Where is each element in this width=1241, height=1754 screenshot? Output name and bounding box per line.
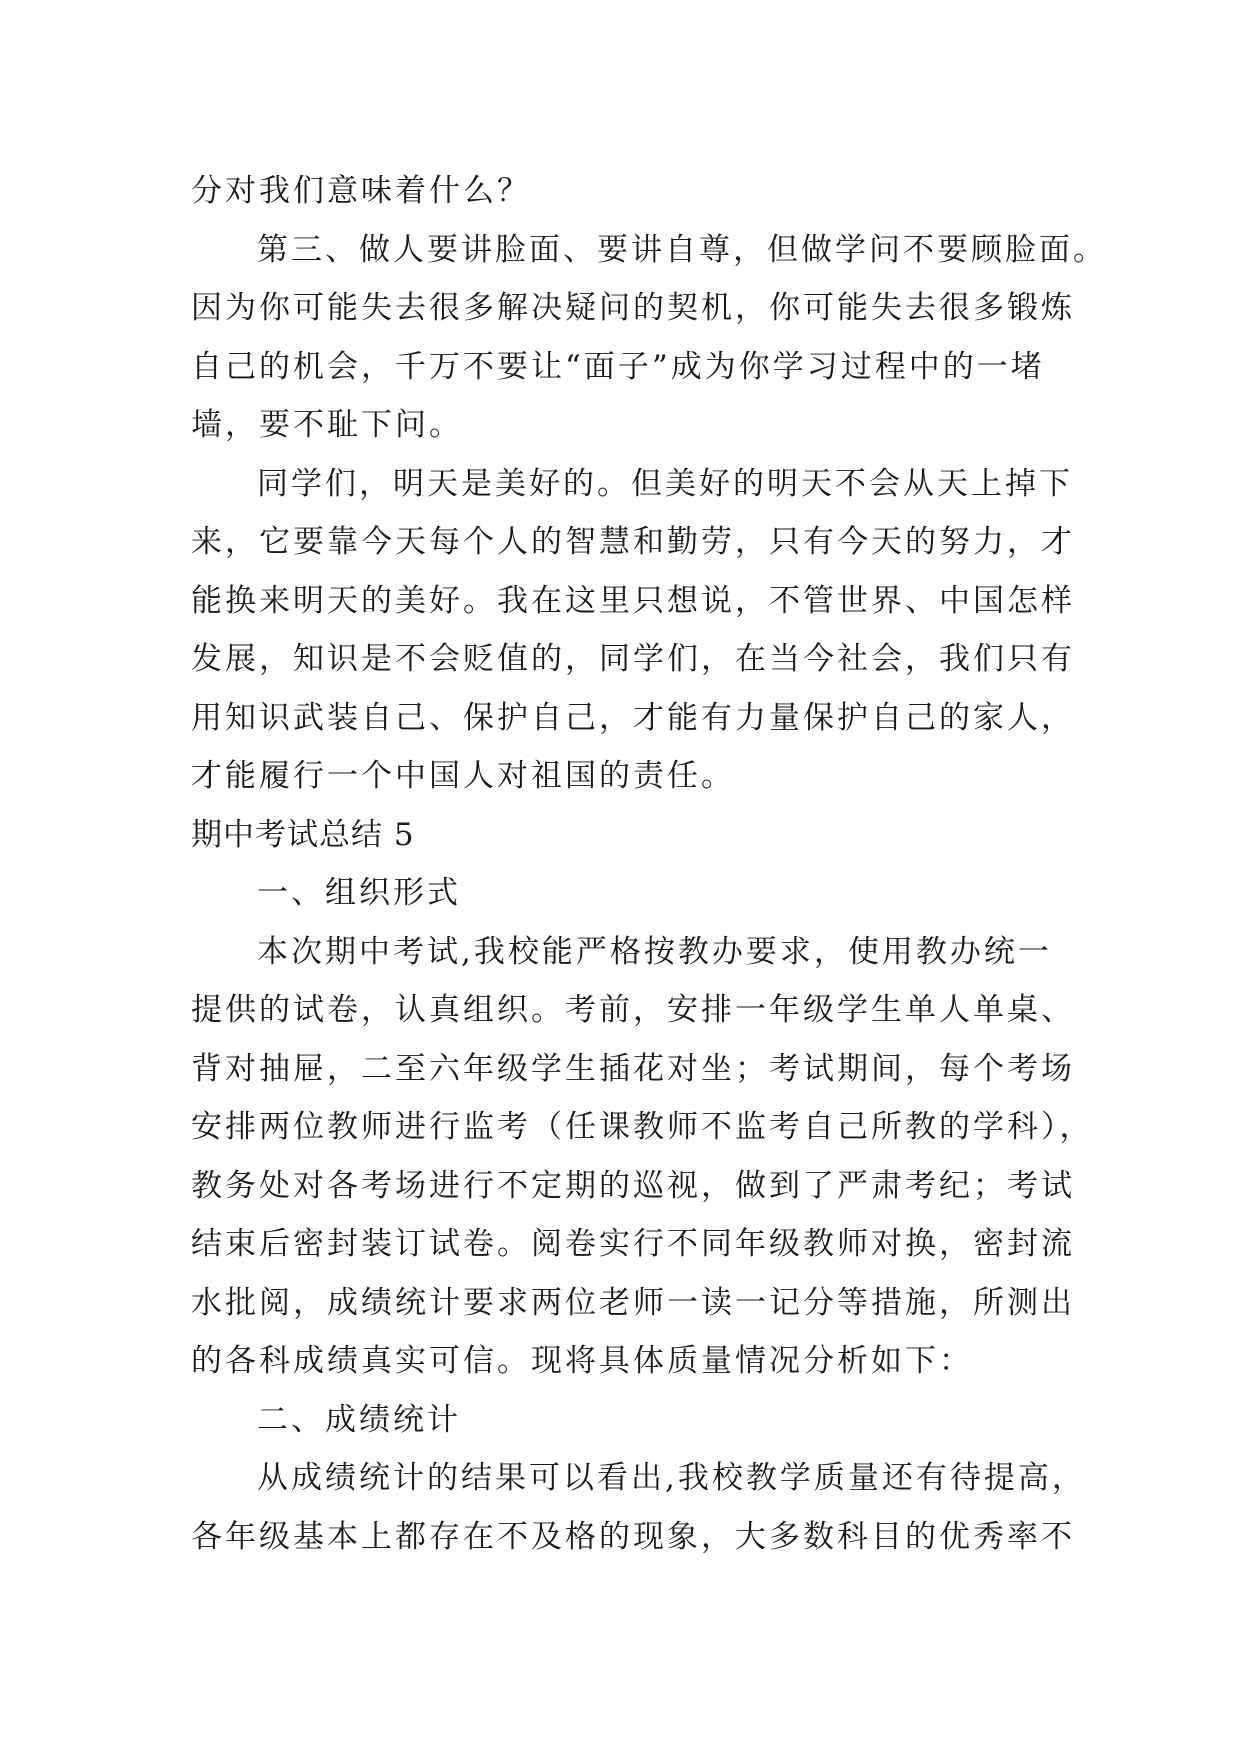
text-line: 因为你可能失去很多解决疑问的契机，你可能失去很多锻炼 bbox=[191, 290, 1075, 326]
text-line: 本次期中考试,我校能严格按教办要求，使用教办统一 bbox=[257, 933, 1052, 970]
text-line: 自己的机会，千万不要让“面子”成为你学习过程中的一堵 bbox=[191, 348, 1045, 385]
text-line: 同学们，明天是美好的。但美好的明天不会从天上掉下 bbox=[257, 465, 1073, 502]
text-line: 提供的试卷，认真组织。考前，安排一年级学生单人单桌、 bbox=[191, 992, 1075, 1028]
text-line: 结束后密封装订试卷。阅卷实行不同年级教师对换，密封流 bbox=[191, 1226, 1075, 1262]
text-line: 用知识武装自己、保护自己，才能有力量保护自己的家人， bbox=[191, 699, 1075, 736]
subsection-heading: 一、组织形式 bbox=[257, 875, 461, 911]
section-heading: 期中考试总结 5 bbox=[191, 816, 415, 853]
subsection-heading: 二、成绩统计 bbox=[257, 1401, 461, 1438]
text-line: 才能履行一个中国人对祖国的责任。 bbox=[191, 758, 735, 794]
text-line: 背对抽屉，二至六年级学生插花对坐；考试期间，每个考场 bbox=[191, 1050, 1075, 1087]
text-line: 来，它要靠今天每个人的智慧和勤劳，只有今天的努力，才 bbox=[191, 524, 1075, 560]
text-line: 第三、做人要讲脸面、要讲自尊，但做学问不要顾脸面。 bbox=[257, 231, 1107, 268]
text-line: 发展，知识是不会贬值的，同学们，在当今社会，我们只有 bbox=[191, 641, 1075, 677]
document-body bbox=[191, 162, 1107, 1566]
text-line: 从成绩统计的结果可以看出,我校教学质量还有待提高， bbox=[257, 1460, 1086, 1496]
text-line: 教务处对各考场进行不定期的巡视，做到了严肃考纪；考试 bbox=[191, 1167, 1075, 1204]
text-line: 水批阅，成绩统计要求两位老师一读一记分等措施，所测出 bbox=[191, 1284, 1075, 1321]
text-line: 分对我们意味着什么？ bbox=[191, 173, 531, 209]
text-line: 安排两位教师进行监考（任课教师不监考自己所教的学科）， bbox=[191, 1109, 1094, 1145]
text-line: 墙，要不耻下问。 bbox=[191, 407, 463, 443]
text-line: 的各科成绩真实可信。现将具体质量情况分析如下： bbox=[191, 1343, 973, 1379]
text-line: 能换来明天的美好。我在这里只想说，不管世界、中国怎样 bbox=[191, 582, 1075, 619]
text-line: 各年级基本上都存在不及格的现象，大多数科目的优秀率不 bbox=[191, 1518, 1075, 1555]
